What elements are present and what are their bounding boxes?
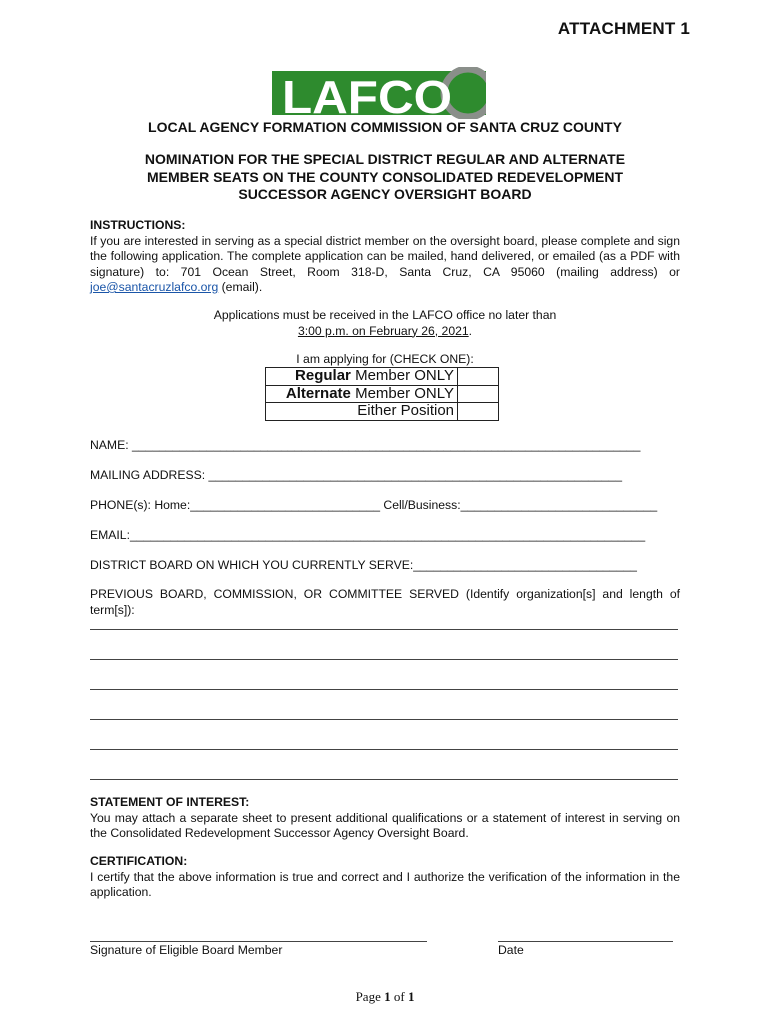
attachment-label: ATTACHMENT 1 bbox=[557, 19, 690, 38]
option-row-either bbox=[266, 403, 499, 421]
title-line-1: NOMINATION FOR THE SPECIAL DISTRICT REGULAR AND ALTERNATE bbox=[144, 151, 626, 167]
date-label: Date bbox=[498, 943, 524, 957]
deadline-notice bbox=[0, 308, 770, 339]
deadline-suffix: . bbox=[468, 323, 473, 338]
instructions-section bbox=[90, 218, 680, 296]
title-line-2: MEMBER SEATS ON THE COUNTY CONSOLIDATED REDEVELOPMENT bbox=[146, 168, 624, 185]
lafco-logo bbox=[272, 67, 486, 119]
option-either-checkbox[interactable] bbox=[458, 403, 499, 421]
certification-text: I certify that the above information is true and correct and I authorize the verification of the information in the application. bbox=[90, 869, 680, 899]
title-line-3: SUCCESSOR AGENCY OVERSIGHT BOARD bbox=[238, 186, 532, 202]
email-field[interactable]: EMAIL:____________________________________________________________________________ bbox=[90, 528, 646, 542]
certification-heading: CERTIFICATION: bbox=[90, 854, 188, 868]
instructions-email-suffix: (email). bbox=[218, 280, 263, 294]
previous-board-line-6[interactable] bbox=[90, 779, 678, 780]
previous-board-line-2[interactable] bbox=[90, 659, 678, 660]
logo-text: LAFCO bbox=[282, 71, 452, 119]
option-alternate-bold: Alternate bbox=[285, 384, 351, 402]
deadline-line-1: Applications must be received in the LAFCO office no later than bbox=[213, 308, 557, 322]
phone-field[interactable]: PHONE(s): Home:____________________________ Cell/Business:_____________________________ bbox=[90, 498, 658, 512]
lafco-email-link[interactable]: joe@santacruzlafco.org bbox=[90, 280, 219, 294]
page-current: 1 bbox=[384, 989, 391, 1004]
page-of: of bbox=[390, 989, 408, 1004]
organization-name: LOCAL AGENCY FORMATION COMMISSION OF SANTA CRUZ COUNTY bbox=[148, 119, 622, 135]
signature-line[interactable] bbox=[90, 941, 427, 942]
page-number bbox=[0, 989, 770, 1005]
position-choice-table bbox=[265, 367, 499, 421]
page-total: 1 bbox=[407, 989, 415, 1004]
option-regular-bold: Regular bbox=[295, 367, 351, 385]
instructions-text: If you are interested in serving as a special district member on the oversight board, please complete and sign the following application. The complete application can be mailed, hand delivered, or emailed (as a PDF with signature) to: 701 Ocean Street, Room 318-D, Santa Cruz, CA 95060 (mailing address) or bbox=[90, 233, 680, 279]
previous-board-line-1[interactable] bbox=[90, 629, 678, 630]
deadline-date: 3:00 p.m. on February 26, 2021 bbox=[297, 323, 469, 338]
certification-section bbox=[90, 854, 680, 901]
instructions-heading: INSTRUCTIONS: bbox=[90, 218, 186, 232]
previous-board-line-5[interactable] bbox=[90, 749, 678, 750]
page-prefix: Page bbox=[355, 989, 385, 1004]
option-row-regular bbox=[266, 368, 499, 386]
option-row-alternate bbox=[266, 385, 499, 403]
signature-label: Signature of Eligible Board Member bbox=[90, 943, 283, 957]
statement-section bbox=[90, 795, 680, 842]
option-regular-rest: Member ONLY bbox=[350, 367, 454, 385]
previous-board-line-4[interactable] bbox=[90, 719, 678, 720]
option-regular-checkbox[interactable] bbox=[458, 368, 499, 386]
option-alternate-checkbox[interactable] bbox=[458, 385, 499, 403]
name-field[interactable]: NAME: ___________________________________________________________________________ bbox=[90, 438, 641, 452]
previous-board-label: PREVIOUS BOARD, COMMISSION, OR COMMITTEE SERVED (Identify organization[s] and length of term[s]): bbox=[90, 587, 680, 617]
statement-heading: STATEMENT OF INTEREST: bbox=[90, 795, 250, 809]
district-board-field[interactable]: DISTRICT BOARD ON WHICH YOU CURRENTLY SERVE:_________________________________ bbox=[90, 558, 637, 572]
form-title bbox=[0, 151, 770, 204]
mailing-address-field[interactable]: MAILING ADDRESS: _____________________________________________________________ bbox=[90, 468, 622, 482]
applying-for-label: I am applying for (CHECK ONE): bbox=[296, 352, 474, 366]
option-alternate-rest: Member ONLY bbox=[350, 384, 454, 402]
option-either-label: Either Position bbox=[357, 402, 454, 420]
date-line[interactable] bbox=[498, 941, 673, 942]
previous-board-line-3[interactable] bbox=[90, 689, 678, 690]
statement-text: You may attach a separate sheet to present additional qualifications or a statement of interest in serving on the Consolidated Redevelopment Successor Agency Oversight Board. bbox=[90, 810, 680, 840]
